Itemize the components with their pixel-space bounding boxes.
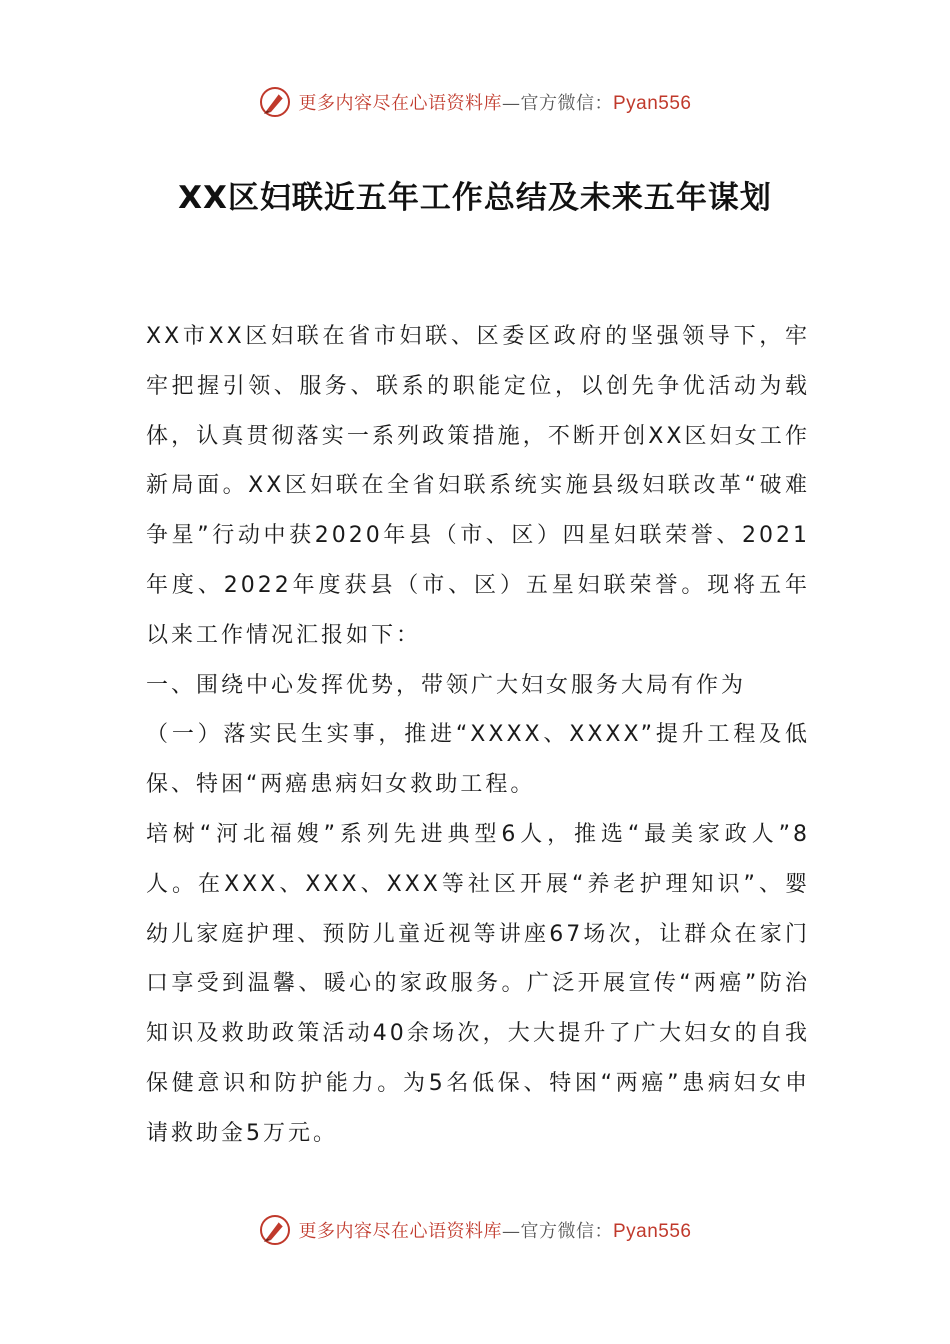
banner-separator: — (501, 1221, 521, 1242)
banner-separator: — (501, 93, 521, 114)
document-title: XX区妇联近五年工作总结及未来五年谋划 (178, 180, 772, 216)
pen-nib-logo-icon (258, 85, 292, 119)
body-paragraph: 培树“河北福嫂”系列先进典型6人，推选“最美家政人”8人。在XXX、XXX、XXX等社区开展“养老护理知识”、婴幼儿家庭护理、预防儿童近视等讲座67场次，让群众在家门口享受到温馨、暖心的家政服务。广泛开展宣传“两癌”防治知识及救助政策活动40余场次，大大提升了广大妇女的自我保健意识和防护能力。为5名低保、特困“两癌”患病妇女申请救助金5万元。 (146, 821, 810, 1146)
banner-wechat-id: Pyan556 (612, 93, 692, 114)
pen-nib-logo-icon (258, 1213, 292, 1247)
intro-paragraph: XX市XX区妇联在省市妇联、区委区政府的坚强领导下，牢牢把握引领、服务、联系的职能定位，以创先争优活动为载体，认真贯彻落实一系列政策措施，不断开创XX区妇女工作新局面。XX区妇联在全省妇联系统实施县级妇联改革“破难争星”行动中获2020年县（市、区）四星妇联荣誉、2021年度、2022年度获县（市、区）五星妇联荣誉。现将五年以来工作情况汇报如下： (146, 324, 810, 648)
banner-text (298, 1217, 691, 1243)
section-heading-1: 一、围绕中心发挥优势，带领广大妇女服务大局有作为 (146, 672, 747, 698)
subsection-heading-1: （一）落实民生实事，推进“XXXX、XXXX”提升工程及低保、特困“两癌患病妇女救助工程。 (146, 722, 810, 798)
banner-site-name: 更多内容尽在心语资料库 (298, 1221, 502, 1242)
banner-official-label: 官方微信： (520, 1221, 613, 1242)
header-watermark-banner (0, 82, 950, 122)
document-body (146, 312, 810, 1159)
banner-wechat-id: Pyan556 (612, 1221, 692, 1242)
banner-official-label: 官方微信： (520, 93, 613, 114)
banner-site-name: 更多内容尽在心语资料库 (298, 93, 502, 114)
footer-watermark-banner (0, 1210, 950, 1250)
banner-text (298, 89, 691, 115)
